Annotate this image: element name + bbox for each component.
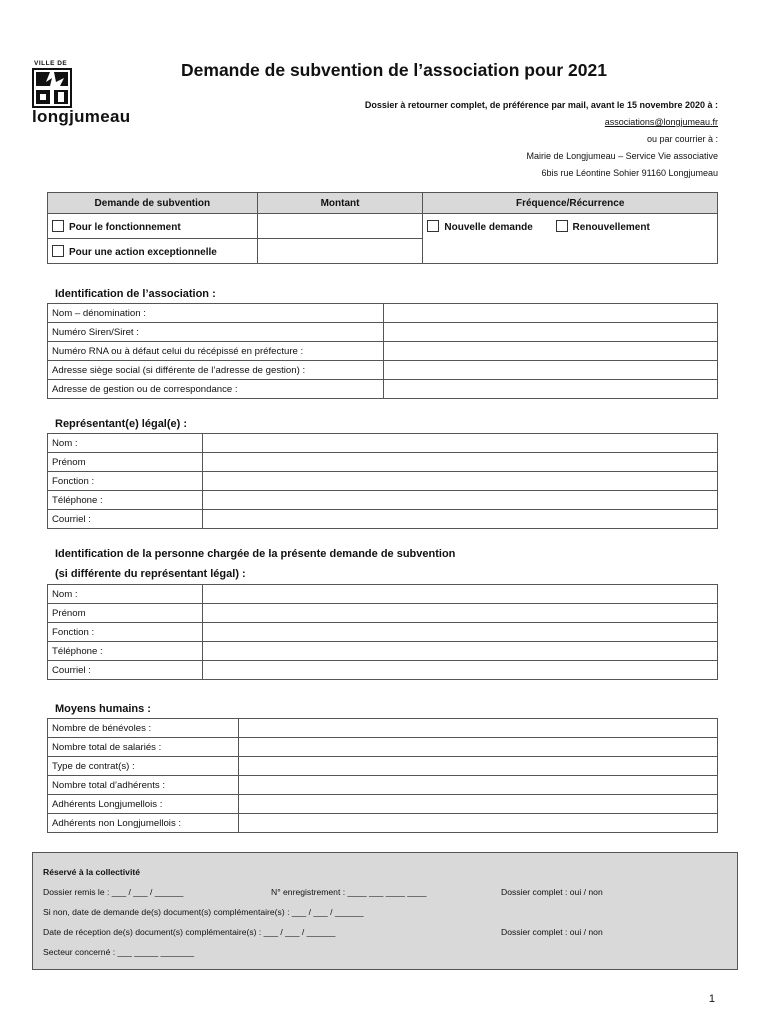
section-contact-subtitle: (si différente du représentant légal) :	[55, 568, 246, 580]
postal-address: 6bis rue Léontine Sohier 91160 Longjumeau	[541, 168, 718, 178]
contact-field-firstname[interactable]	[202, 604, 717, 623]
label-operating: Pour le fonctionnement	[69, 221, 181, 233]
reserved-sector: Secteur concerné : ___ _____ _______	[43, 947, 194, 957]
hr-label-contract-type: Type de contrat(s) :	[48, 757, 239, 776]
checkbox-new-request[interactable]	[427, 220, 439, 232]
reserved-title: Réservé à la collectivité	[43, 867, 140, 877]
postal-office: Mairie de Longjumeau – Service Vie associative	[526, 151, 718, 161]
rep-label-firstname: Prénom	[48, 453, 203, 472]
reserved-complete-1: Dossier complet : oui / non	[501, 887, 603, 897]
rep-field-name[interactable]	[202, 434, 717, 453]
hr-field-members[interactable]	[238, 776, 717, 795]
header-amount: Montant	[257, 193, 423, 214]
id-field-name[interactable]	[383, 304, 717, 323]
label-renewal: Renouvellement	[572, 222, 650, 233]
submission-info	[365, 97, 718, 182]
amount-exceptional-field[interactable]	[257, 239, 423, 264]
section-identification-title: Identification de l’association :	[55, 288, 216, 300]
rep-label-phone: Téléphone :	[48, 491, 203, 510]
id-field-management-address[interactable]	[383, 380, 717, 399]
id-label-management-address: Adresse de gestion ou de correspondance :	[48, 380, 384, 399]
postal-intro: ou par courrier à :	[646, 134, 718, 144]
label-exceptional: Pour une action exceptionnelle	[69, 246, 217, 258]
contact-field-email[interactable]	[202, 661, 717, 680]
id-label-siren: Numéro Siren/Siret :	[48, 323, 384, 342]
id-field-siren[interactable]	[383, 323, 717, 342]
reserved-reception-date: Date de réception de(s) document(s) complémentaire(s) : ___ / ___ / ______	[43, 927, 336, 937]
contact-label-name: Nom :	[48, 585, 203, 604]
logo-city-name: longjumeau	[32, 107, 131, 126]
hr-field-volunteers[interactable]	[238, 719, 717, 738]
header-request: Demande de subvention	[48, 193, 258, 214]
human-resources-table	[47, 718, 718, 833]
header-frequency: Fréquence/Récurrence	[423, 193, 718, 214]
request-table	[47, 192, 718, 264]
checkbox-exceptional[interactable]	[52, 245, 64, 257]
checkbox-renewal[interactable]	[556, 220, 568, 232]
rep-field-phone[interactable]	[202, 491, 717, 510]
contact-field-function[interactable]	[202, 623, 717, 642]
contact-email-link[interactable]: associations@longjumeau.fr	[604, 117, 718, 127]
id-label-rna: Numéro RNA ou à défaut celui du récépissé en préfecture :	[48, 342, 384, 361]
section-representative-title: Représentant(e) légal(e) :	[55, 418, 188, 430]
section-human-resources-title: Moyens humains :	[55, 703, 151, 715]
rep-label-function: Fonction :	[48, 472, 203, 491]
contact-label-phone: Téléphone :	[48, 642, 203, 661]
representative-table	[47, 433, 718, 529]
contact-field-name[interactable]	[202, 585, 717, 604]
hr-label-local-members: Adhérents Longjumellois :	[48, 795, 239, 814]
rep-field-firstname[interactable]	[202, 453, 717, 472]
hr-field-nonlocal-members[interactable]	[238, 814, 717, 833]
reserved-registration-number: N° enregistrement : ____ ___ ____ ____	[271, 887, 427, 897]
page-number: 1	[708, 993, 715, 1005]
rep-label-email: Courriel :	[48, 510, 203, 529]
hr-field-employees[interactable]	[238, 738, 717, 757]
hr-label-volunteers: Nombre de bénévoles :	[48, 719, 239, 738]
hr-label-employees: Nombre total de salariés :	[48, 738, 239, 757]
reserved-submitted-date: Dossier remis le : ___ / ___ / ______	[43, 887, 184, 897]
hr-label-members: Nombre total d’adhérents :	[48, 776, 239, 795]
amount-operating-field[interactable]	[257, 214, 423, 239]
id-field-rna[interactable]	[383, 342, 717, 361]
contact-label-function: Fonction :	[48, 623, 203, 642]
hr-field-contract-type[interactable]	[238, 757, 717, 776]
contact-field-phone[interactable]	[202, 642, 717, 661]
identification-table	[47, 303, 718, 399]
rep-field-function[interactable]	[202, 472, 717, 491]
request-exceptional	[48, 239, 258, 264]
frequency-cell	[423, 214, 718, 264]
contact-label-email: Courriel :	[48, 661, 203, 680]
id-field-headquarters[interactable]	[383, 361, 717, 380]
contact-label-firstname: Prénom	[48, 604, 203, 623]
logo-ville-text: VILLE DE	[34, 60, 68, 67]
reserved-box	[32, 852, 738, 970]
hr-label-nonlocal-members: Adhérents non Longjumellois :	[48, 814, 239, 833]
contact-table	[47, 584, 718, 680]
reserved-request-date: Si non, date de demande de(s) document(s) complémentaire(s) : ___ / ___ / ______	[43, 907, 364, 917]
rep-label-name: Nom :	[48, 434, 203, 453]
rep-field-email[interactable]	[202, 510, 717, 529]
page-title: Demande de subvention de l’association pour 2021	[181, 60, 607, 80]
request-operating	[48, 214, 258, 239]
id-label-name: Nom – dénomination :	[48, 304, 384, 323]
submission-deadline: Dossier à retourner complet, de préférence par mail, avant le 15 novembre 2020 à :	[364, 100, 718, 110]
id-label-headquarters: Adresse siège social (si différente de l’adresse de gestion) :	[48, 361, 384, 380]
reserved-complete-2: Dossier complet : oui / non	[501, 927, 603, 937]
label-new-request: Nouvelle demande	[444, 222, 533, 233]
section-contact-title: Identification de la personne chargée de la présente demande de subvention	[55, 548, 456, 560]
checkbox-operating[interactable]	[52, 220, 64, 232]
hr-field-local-members[interactable]	[238, 795, 717, 814]
